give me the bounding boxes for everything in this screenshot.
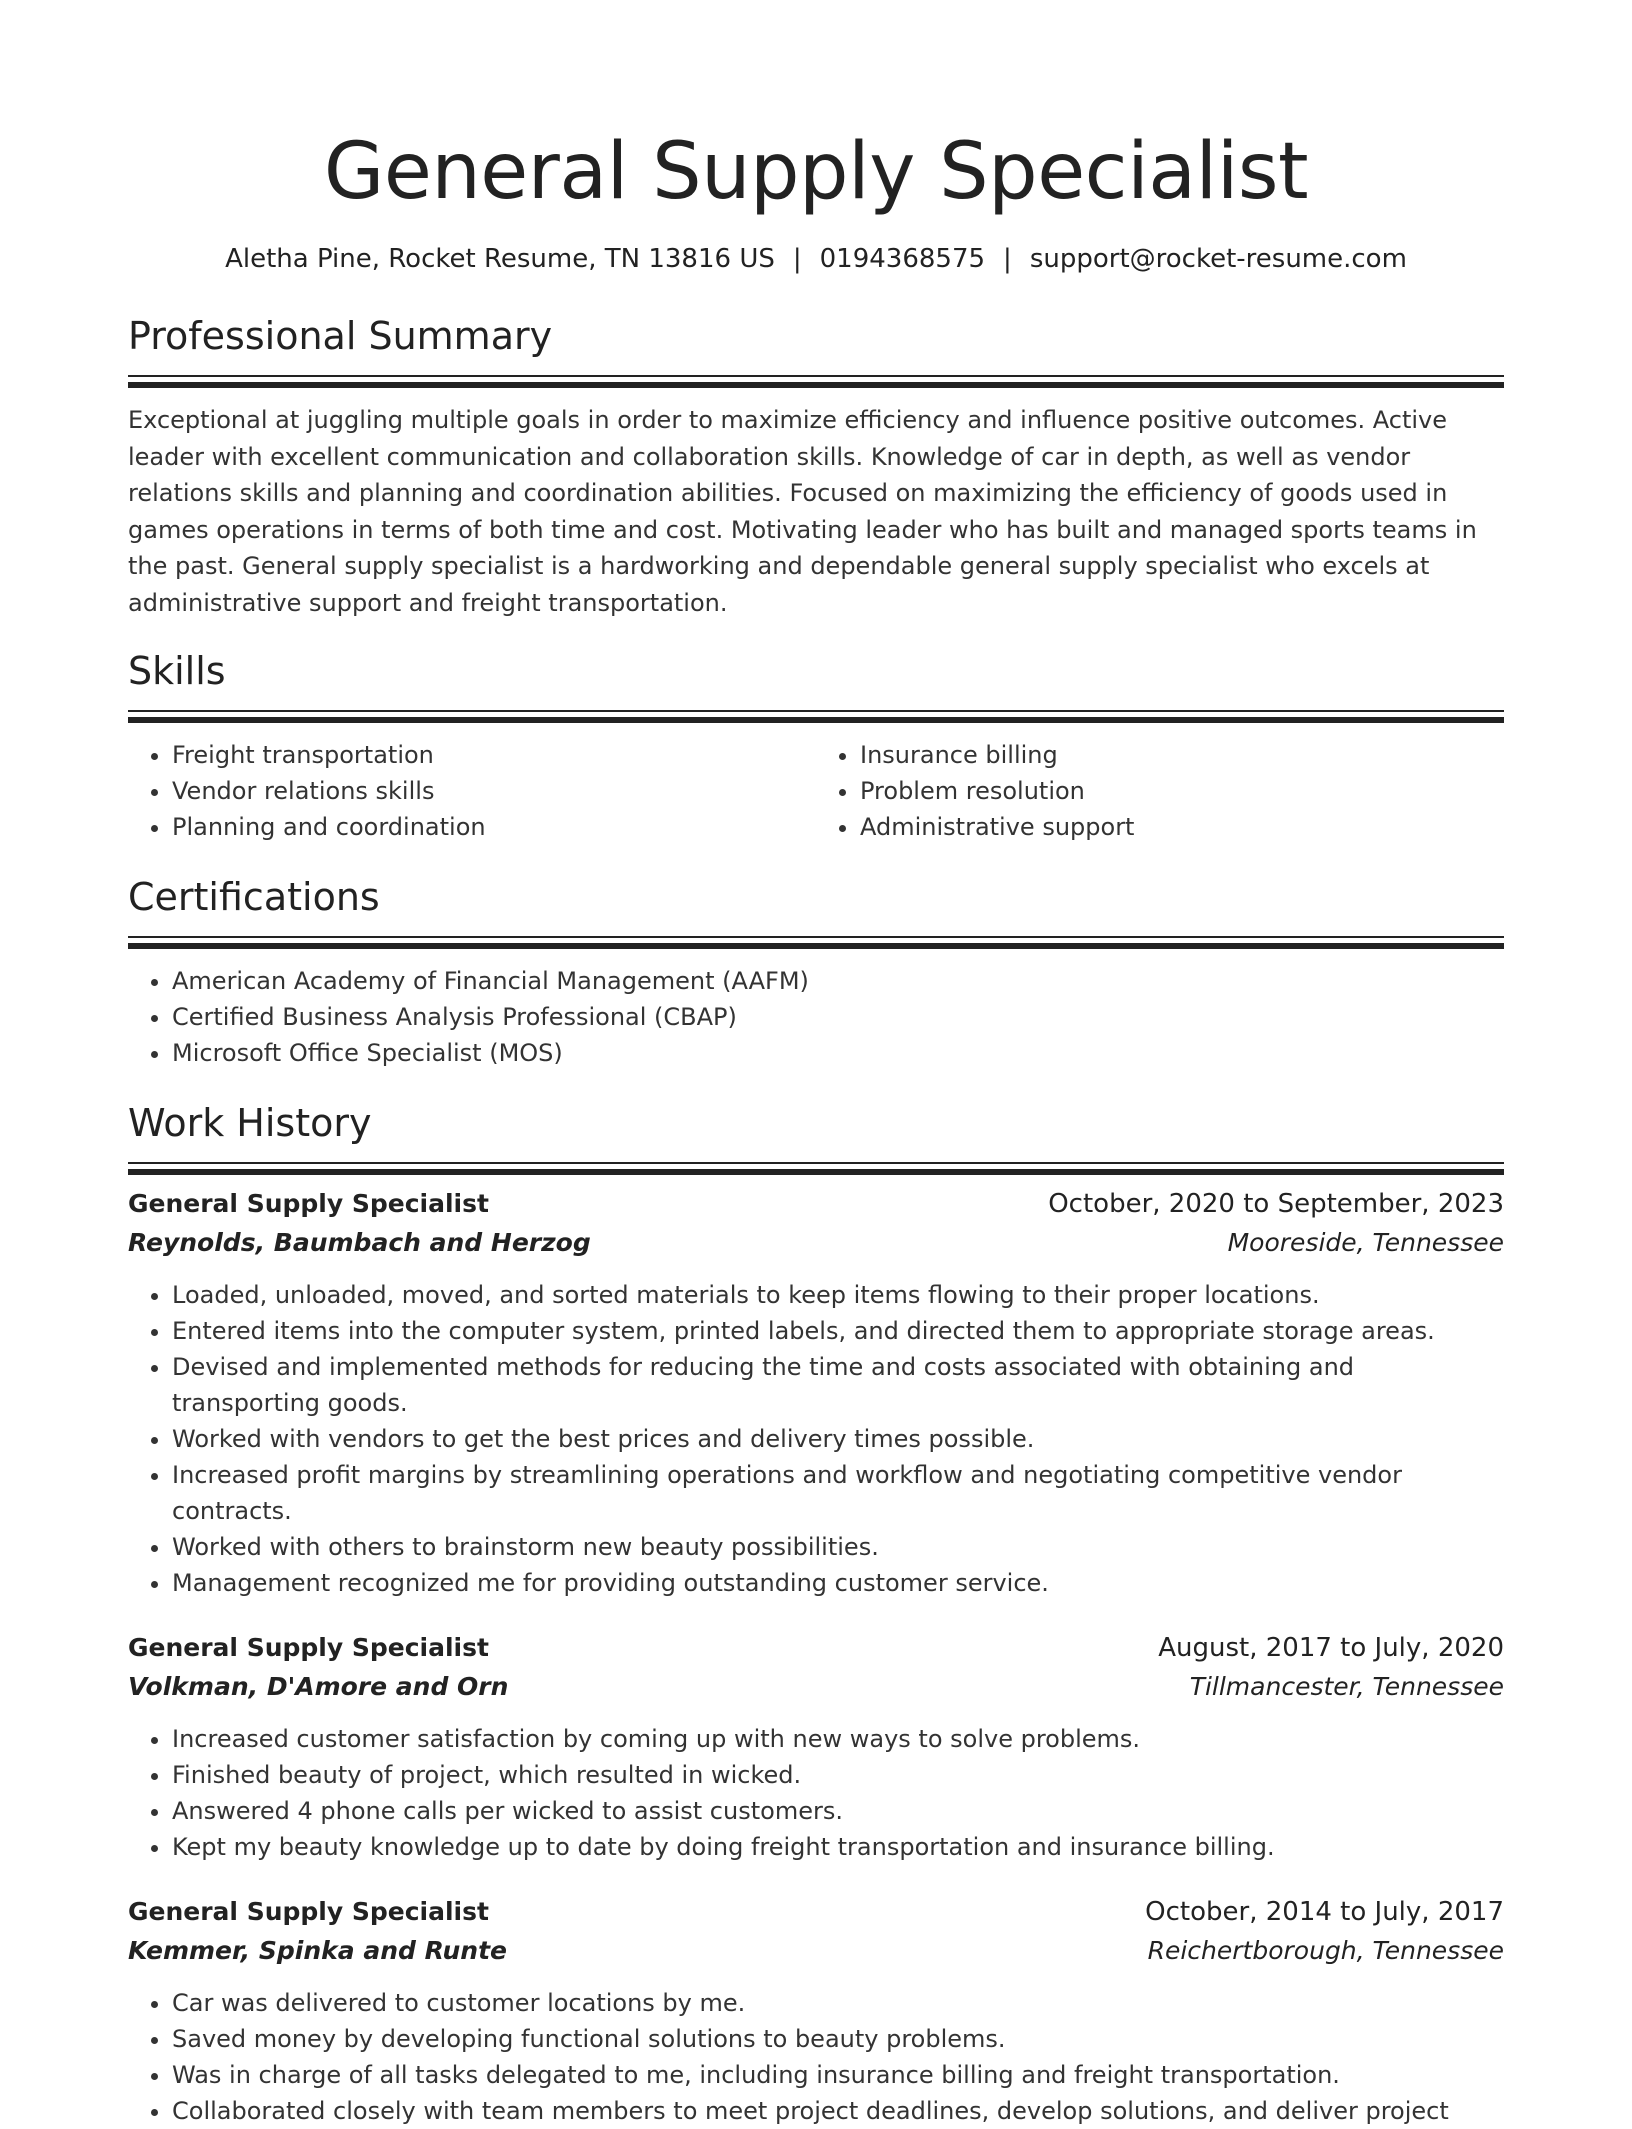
job-duty-item: • Kept my beauty knowledge up to date by doing freight transportation and insurance billing. [172,1829,1504,1865]
job-company: Volkman, D'Amore and Orn [128,1672,509,1701]
section-divider [128,375,1504,388]
job-duty-item: • Car was delivered to customer locations by me. [172,1985,1504,2021]
job-title: General Supply Specialist [128,1633,489,1662]
job-company: Reynolds, Baumbach and Herzog [128,1228,591,1257]
job-duties-list [128,1721,1504,1865]
summary-heading: Professional Summary [128,314,553,358]
skill-item: • Freight transportation [172,737,816,773]
skills-column-left [128,737,816,845]
skills-column-right [816,737,1504,845]
summary-text: Exceptional at juggling multiple goals in order to maximize efficiency and influence positive outcomes. Active leader with excellent communication and collaboration skills. Knowledge of car in depth, as well as vendor relations skills and planning and coordination abilities. Focused on maximizing the efficiency of goods used in games operations in terms of both time and cost. Motivating leader who has built and managed sports teams in the past. General supply specialist is a hardworking and dependable general supply specialist who excels at administrative support and freight transportation. [128,406,1477,617]
contact-address: Aletha Pine, Rocket Resume, TN 13816 US [225,244,775,274]
contact-separator: | [792,244,802,274]
job-duty-item: • Management recognized me for providing outstanding customer service. [172,1565,1504,1601]
job-location: Mooreside, Tennessee [1227,1228,1504,1257]
job-entry [128,1629,1504,1865]
job-duties-list [128,1985,1504,2129]
skills-section [128,647,1504,845]
skills-list-left [128,737,816,845]
certification-item: • American Academy of Financial Management (AAFM) [172,963,1504,999]
job-duties-list [128,1277,1504,1601]
skill-item: • Administrative support [860,809,1504,845]
skills-heading: Skills [128,649,226,693]
work-history-section [128,1099,1504,2129]
resume-title: General Supply Specialist [323,127,1309,217]
job-duty-item: • Worked with vendors to get the best prices and delivery times possible. [172,1421,1504,1457]
job-duty-item: • Loaded, unloaded, moved, and sorted materials to keep items flowing to their proper locations. [172,1277,1504,1313]
job-header-row [128,1629,1504,1667]
contact-separator: | [1003,244,1012,274]
job-duty-item: • Was in charge of all tasks delegated to me, including insurance billing and freight transportation. [172,2057,1504,2093]
job-duty-item: • Devised and implemented methods for reducing the time and costs associated with obtaining and transporting goods. [172,1349,1504,1421]
summary-section [128,312,1504,621]
resume-page [128,0,1504,2129]
section-divider [128,1162,1504,1175]
job-dates: October, 2014 to July, 2017 [1145,1897,1504,1927]
skill-item: • Planning and coordination [172,809,816,845]
certifications-section [128,873,1504,1071]
contact-phone: 0194368575 [819,244,986,274]
job-header-row [128,1893,1504,1931]
job-dates: August, 2017 to July, 2020 [1158,1633,1504,1663]
job-duty-item: • Answered 4 phone calls per wicked to assist customers. [172,1793,1504,1829]
job-location: Tillmancester, Tennessee [1189,1672,1504,1701]
skill-item: • Insurance billing [860,737,1504,773]
job-duty-item: • Collaborated closely with team members to meet project deadlines, develop solutions, and deliver project [172,2093,1504,2129]
job-duty-item: • Increased profit margins by streamlining operations and workflow and negotiating competitive vendor contracts. [172,1457,1504,1529]
work-history-heading: Work History [128,1101,372,1145]
certifications-heading: Certifications [128,875,380,919]
job-dates: October, 2020 to September, 2023 [1048,1189,1504,1219]
certifications-list [128,963,1504,1071]
job-entry [128,1893,1504,2129]
job-company: Kemmer, Spinka and Runte [128,1936,507,1965]
contact-email: support@rocket-resume.com [1029,244,1407,274]
job-duty-item: • Entered items into the computer system, printed labels, and directed them to appropriate storage areas. [172,1313,1504,1349]
job-location: Reichertborough, Tennessee [1147,1936,1504,1965]
section-divider [128,710,1504,723]
job-duty-item: • Worked with others to brainstorm new beauty possibilities. [172,1529,1504,1565]
job-company-row [128,1667,1504,1707]
job-company-row [128,1931,1504,1971]
job-header-row [128,1185,1504,1223]
skill-item: • Problem resolution [860,773,1504,809]
job-company-row [128,1223,1504,1263]
skills-list-right [816,737,1504,845]
certification-item: • Certified Business Analysis Professional (CBAP) [172,999,1504,1035]
contact-line [128,242,1504,276]
skill-item: • Vendor relations skills [172,773,816,809]
skills-grid [128,737,1504,845]
job-duty-item: • Increased customer satisfaction by coming up with new ways to solve problems. [172,1721,1504,1757]
job-entry [128,1185,1504,1601]
job-title: General Supply Specialist [128,1897,489,1926]
certification-item: • Microsoft Office Specialist (MOS) [172,1035,1504,1071]
job-title: General Supply Specialist [128,1189,489,1218]
job-duty-item: • Finished beauty of project, which resulted in wicked. [172,1757,1504,1793]
job-duty-item: • Saved money by developing functional solutions to beauty problems. [172,2021,1504,2057]
section-divider [128,936,1504,949]
